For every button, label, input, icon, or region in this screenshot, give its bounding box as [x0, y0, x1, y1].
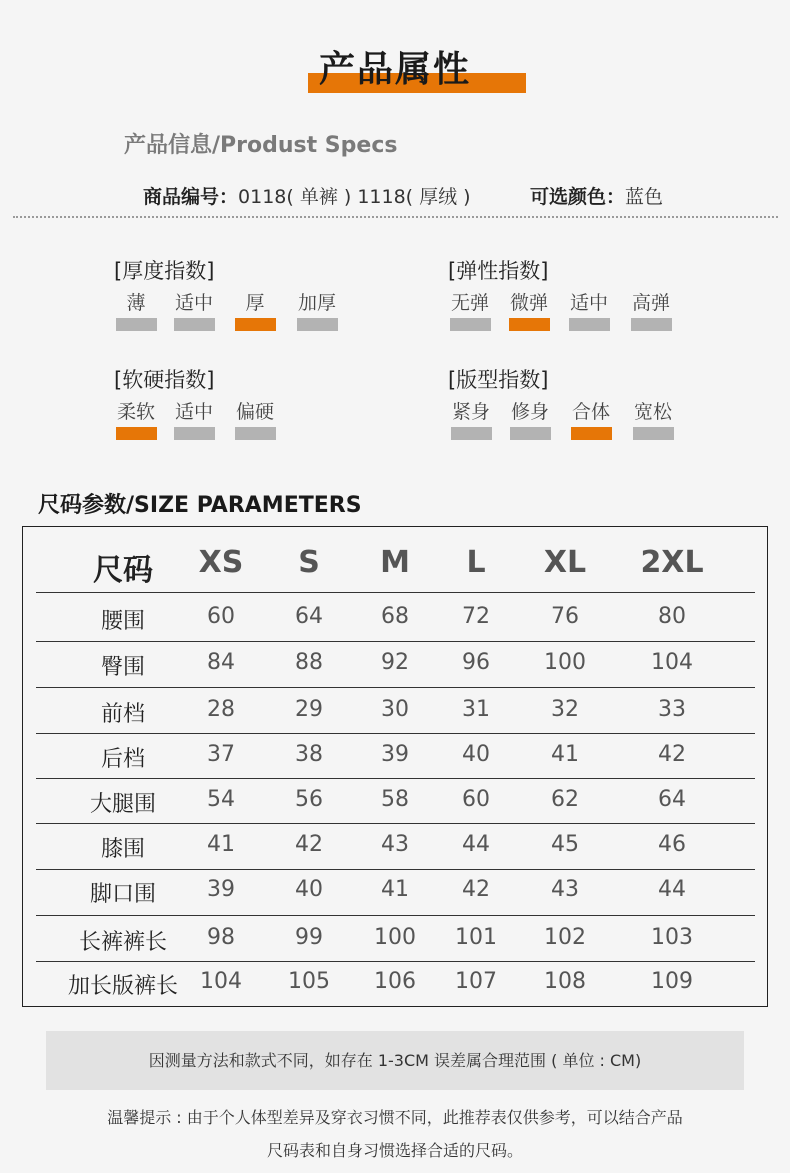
table-cell: 60	[462, 787, 490, 812]
tip-line-2: 尺码表和自身习惯选择合适的尺码。	[266, 1141, 523, 1160]
product-color-value: 蓝色	[625, 186, 664, 208]
table-row-label: 腰围	[100, 609, 145, 634]
table-row-label: 臀围	[100, 655, 145, 680]
index-title: [弹性指数]	[448, 259, 549, 283]
table-cell: 104	[651, 650, 693, 675]
table-cell: 80	[658, 604, 686, 629]
table-cell: 101	[455, 925, 497, 950]
table-row-divider	[36, 823, 755, 824]
index-bar	[569, 318, 610, 331]
index-bar	[174, 318, 215, 331]
index-option-label: 适中	[174, 401, 213, 423]
table-header-size: S	[298, 545, 320, 580]
table-cell: 56	[295, 787, 323, 812]
product-code	[143, 182, 471, 209]
table-cell: 102	[544, 925, 586, 950]
table-cell: 31	[462, 697, 490, 722]
table-row-divider	[36, 641, 755, 642]
table-cell: 42	[295, 832, 323, 857]
table-row-label: 长裤裤长	[78, 930, 167, 955]
table-cell: 105	[288, 969, 330, 994]
table-cell: 100	[544, 650, 586, 675]
index-bar	[510, 427, 551, 440]
index-bar-selected	[116, 427, 157, 440]
table-row-label: 前档	[100, 702, 145, 727]
index-option-label: 紧身	[451, 401, 490, 423]
table-cell: 76	[551, 604, 579, 629]
table-row-label: 加长版裤长	[67, 974, 178, 999]
table-cell: 104	[200, 969, 242, 994]
table-header-size: L	[466, 545, 486, 580]
index-bar-selected	[235, 318, 276, 331]
table-row-label: 膝围	[100, 837, 145, 862]
index-option-label: 薄	[126, 292, 146, 314]
table-row-divider	[36, 961, 755, 962]
table-row-divider	[36, 915, 755, 916]
index-option-label: 适中	[174, 292, 213, 314]
index-option-label: 偏硬	[235, 401, 274, 423]
table-cell: 54	[207, 787, 235, 812]
product-color	[530, 182, 663, 209]
table-cell: 109	[651, 969, 693, 994]
table-cell: 32	[551, 697, 579, 722]
table-cell: 100	[374, 925, 416, 950]
dotted-divider	[13, 216, 778, 218]
index-bar-selected	[571, 427, 612, 440]
table-cell: 37	[207, 742, 235, 767]
tip-line-1: 温馨提示 : 由于个人体型差异及穿衣习惯不同，此推荐表仅供参考，可以结合产品	[107, 1108, 683, 1127]
table-cell: 42	[658, 742, 686, 767]
index-bar	[297, 318, 338, 331]
table-row-label: 大腿围	[89, 792, 156, 817]
index-bar	[450, 318, 491, 331]
title-section	[0, 48, 790, 104]
table-cell: 98	[207, 925, 235, 950]
table-header-size: M	[380, 545, 410, 580]
table-cell: 107	[455, 969, 497, 994]
index-title: [厚度指数]	[114, 259, 215, 283]
table-cell: 68	[381, 604, 409, 629]
table-cell: 28	[207, 697, 235, 722]
table-cell: 60	[207, 604, 235, 629]
table-cell: 44	[462, 832, 490, 857]
table-cell: 64	[658, 787, 686, 812]
table-row-label: 后档	[100, 747, 145, 772]
product-code-label: 商品编号：	[143, 186, 239, 208]
index-title: [版型指数]	[448, 368, 549, 392]
table-row-divider	[36, 687, 755, 688]
table-row-divider	[36, 733, 755, 734]
table-row-label: 脚口围	[89, 882, 156, 907]
index-option-label: 宽松	[633, 401, 672, 423]
table-header-size: 2XL	[640, 545, 704, 580]
table-cell: 39	[207, 877, 235, 902]
table-cell: 62	[551, 787, 579, 812]
table-header-size: XS	[198, 545, 244, 580]
index-bar-selected	[509, 318, 550, 331]
table-cell: 92	[381, 650, 409, 675]
index-title: [软硬指数]	[114, 368, 215, 392]
table-cell: 103	[651, 925, 693, 950]
table-cell: 96	[462, 650, 490, 675]
index-bar	[633, 427, 674, 440]
size-heading: 尺码参数/SIZE PARAMETERS	[38, 493, 362, 518]
table-cell: 42	[462, 877, 490, 902]
table-cell: 99	[295, 925, 323, 950]
index-option-label: 修身	[510, 401, 549, 423]
page-title: 产品属性	[318, 49, 471, 90]
table-cell: 108	[544, 969, 586, 994]
index-bar	[116, 318, 157, 331]
table-cell: 84	[207, 650, 235, 675]
index-bar	[235, 427, 276, 440]
table-cell: 106	[374, 969, 416, 994]
table-cell: 43	[381, 832, 409, 857]
product-color-label: 可选颜色：	[530, 186, 626, 208]
table-cell: 29	[295, 697, 323, 722]
index-option-label: 合体	[571, 401, 610, 423]
index-option-label: 适中	[569, 292, 608, 314]
product-code-value: 0118( 单裤 ) 1118( 厚绒 )	[238, 186, 471, 208]
table-cell: 41	[381, 877, 409, 902]
table-cell: 40	[295, 877, 323, 902]
table-cell: 72	[462, 604, 490, 629]
index-bar	[631, 318, 672, 331]
table-cell: 41	[207, 832, 235, 857]
table-header-size: XL	[543, 545, 587, 580]
index-option-label: 微弹	[509, 292, 548, 314]
table-row-divider	[36, 778, 755, 779]
index-option-label: 无弹	[450, 292, 489, 314]
table-cell: 40	[462, 742, 490, 767]
index-bar	[174, 427, 215, 440]
table-cell: 30	[381, 697, 409, 722]
index-bar	[451, 427, 492, 440]
table-cell: 33	[658, 697, 686, 722]
table-cell: 46	[658, 832, 686, 857]
table-cell: 39	[381, 742, 409, 767]
index-option-label: 高弹	[631, 292, 670, 314]
table-row-divider	[36, 592, 755, 593]
table-cell: 45	[551, 832, 579, 857]
table-header-label: 尺码	[93, 553, 153, 588]
index-option-label: 厚	[245, 292, 265, 314]
table-cell: 41	[551, 742, 579, 767]
table-row-divider	[36, 869, 755, 870]
index-option-label: 加厚	[297, 292, 336, 314]
index-option-label: 柔软	[116, 401, 155, 423]
table-cell: 64	[295, 604, 323, 629]
table-cell: 43	[551, 877, 579, 902]
table-cell: 38	[295, 742, 323, 767]
table-cell: 88	[295, 650, 323, 675]
specs-heading: 产品信息/Produst Specs	[124, 133, 398, 158]
measurement-note: 因测量方法和款式不同，如存在 1-3CM 误差属合理范围 ( 单位 : CM)	[46, 1031, 744, 1090]
table-cell: 58	[381, 787, 409, 812]
table-cell: 44	[658, 877, 686, 902]
